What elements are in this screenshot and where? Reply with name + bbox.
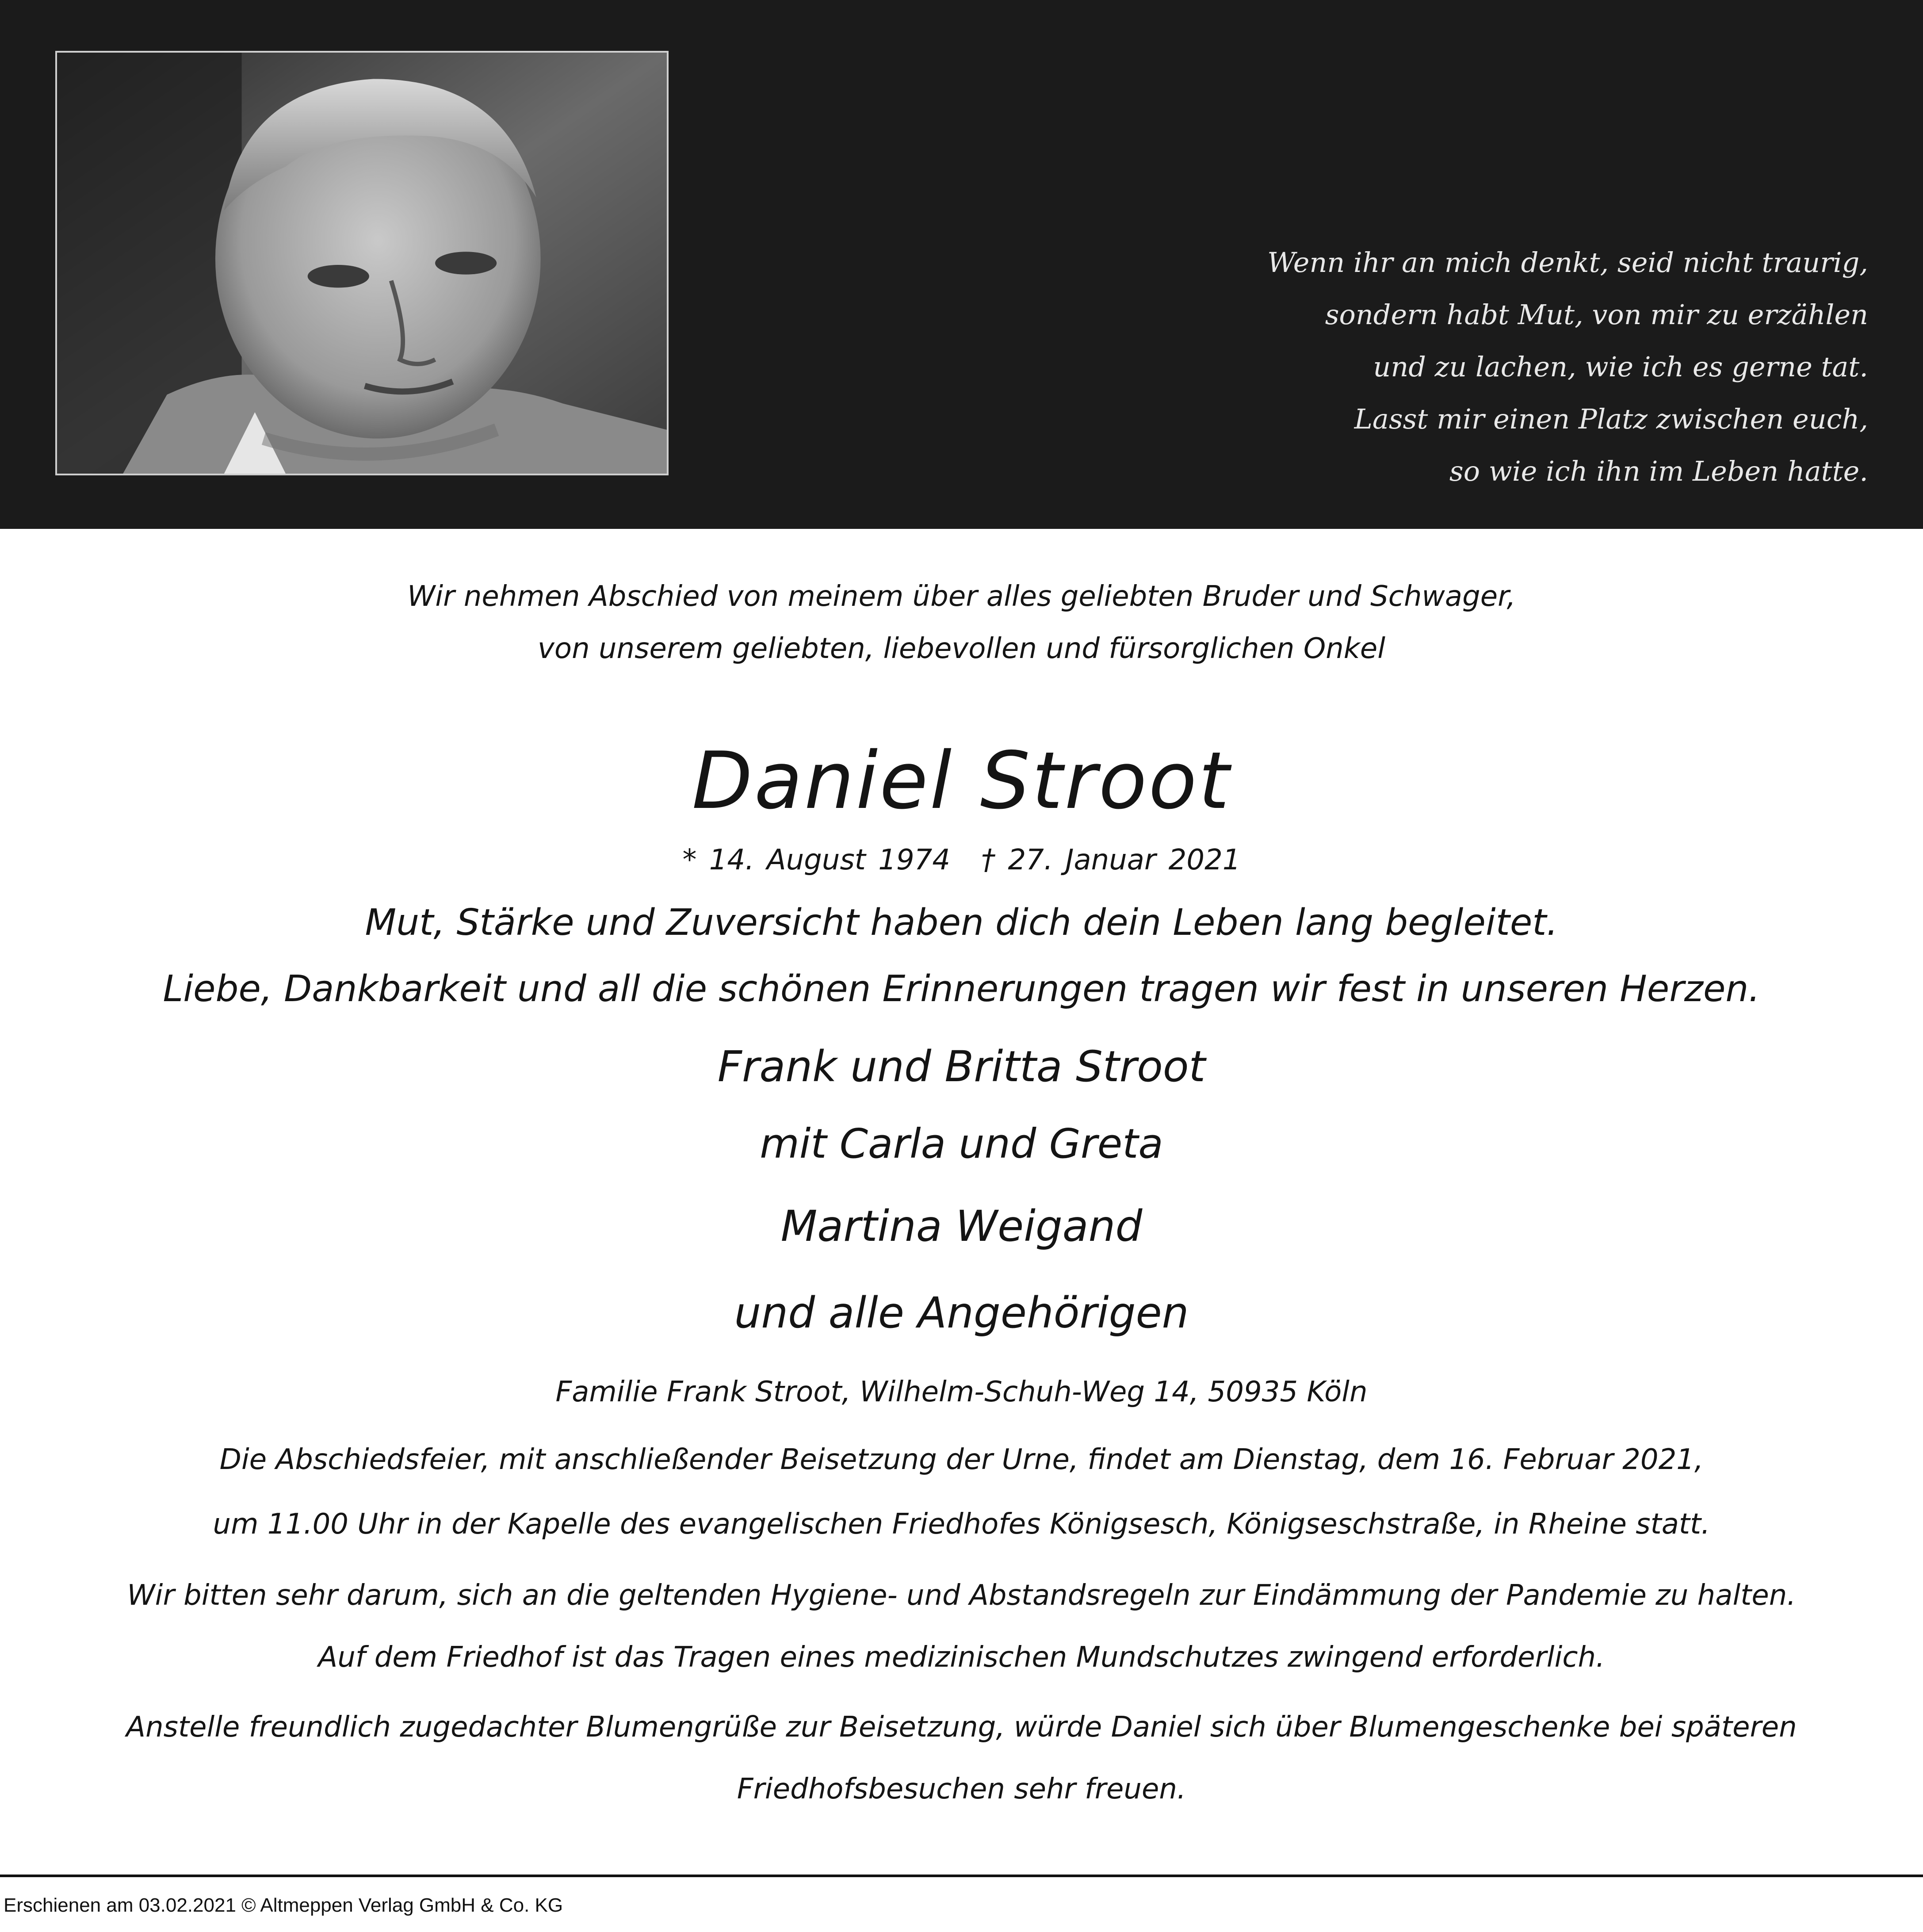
hygiene-line: Wir bitten sehr darum, sich an die geltenden Hygiene- und Abstandsregeln zur Eindämmung der Pandemie zu halten. [127,1579,1796,1612]
motto [0,890,1923,1022]
notice-body [0,570,1923,1820]
mourner-name: mit Carla und Greta [760,1120,1163,1167]
poem-line: Wenn ihr an mich denkt, seid nicht traurig, [1267,246,1868,279]
motto-line: Liebe, Dankbarkeit und all die schönen Erinnerungen tragen wir fest in unseren Herzen. [163,968,1760,1010]
intro-line: von unserem geliebten, liebevollen und fürsorglichen Onkel [538,632,1385,665]
ceremony-info [0,1427,1923,1557]
family-address: Familie Frank Stroot, Wilhelm-Schuh-Weg 14, 50935 Köln [555,1376,1368,1408]
poem-line: und zu lachen, wie ich es gerne tat. [1373,351,1868,383]
poem-line: Lasst mir einen Platz zwischen euch, [1354,403,1868,435]
mourner-name: Frank und Britta Stroot [717,1042,1206,1091]
poem [984,237,1868,497]
flowers-line: Friedhofsbesuchen sehr freuen. [737,1773,1186,1806]
ceremony-line: um 11.00 Uhr in der Kapelle des evangelischen Friedhofes Königsesch, Königseschstraße, in Rheine statt. [213,1508,1710,1541]
ceremony-line: Die Abschiedsfeier, mit anschließender Beisetzung der Urne, findet am Dienstag, dem 16. Februar 2021, [219,1443,1704,1476]
motto-line: Mut, Stärke und Zuversicht haben dich dein Leben lang begleitet. [365,902,1558,944]
intro-text [0,570,1923,675]
birth-date: * 14. August 1974 [682,844,951,876]
life-dates [0,836,1923,884]
hygiene-line: Auf dem Friedhof ist das Tragen eines medizinischen Mundschutzes zwingend erforderlich. [318,1641,1605,1674]
mourner-name: und alle Angehörigen [734,1288,1189,1338]
flowers-line: Anstelle freundlich zugedachter Blumengrüße zur Beisetzung, würde Daniel sich über Blumengeschenke bei späteren [126,1711,1797,1744]
poem-line: so wie ich ihn im Leben hatte. [1449,455,1868,487]
header-band [0,0,1923,529]
intro-line: Wir nehmen Abschied von meinem über alles geliebten Bruder und Schwager, [407,580,1516,613]
publication-footer: Erschienen am 03.02.2021 © Altmeppen Verlag GmbH & Co. KG [4,1894,563,1916]
portrait-photo [55,51,669,475]
portrait-image [57,53,667,474]
poem-line: sondern habt Mut, von mir zu erzählen [1325,298,1868,331]
flowers-info [0,1696,1923,1820]
hygiene-info [0,1565,1923,1688]
mourner-name: Martina Weigand [780,1201,1143,1251]
death-date: † 27. Januar 2021 [981,844,1241,876]
deceased-name: Daniel Stroot [692,735,1231,826]
